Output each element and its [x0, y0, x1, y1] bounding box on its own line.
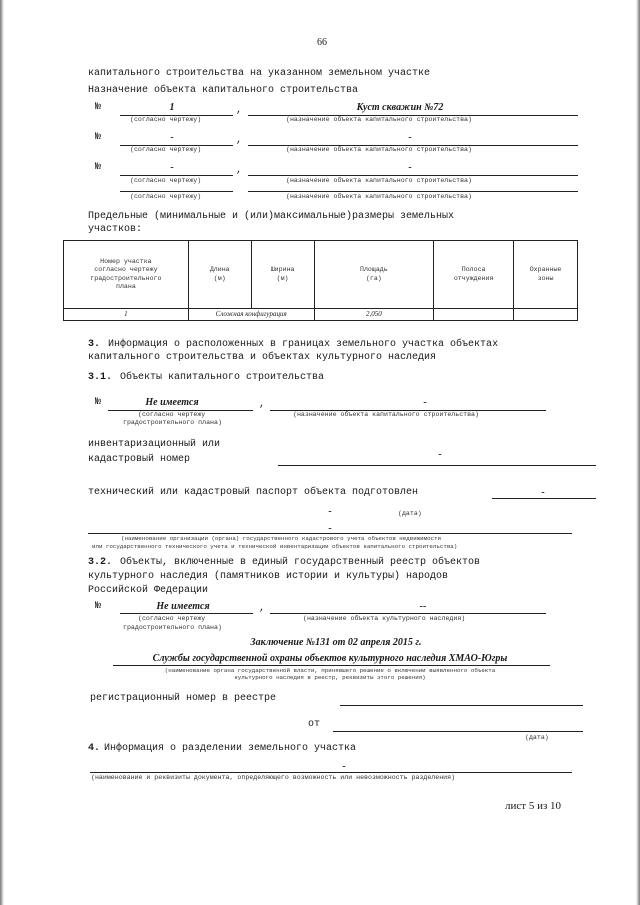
section-heading: капитального строительства и объектах культурного наследия [88, 352, 437, 363]
caption: градостроительного плана) [123, 624, 222, 631]
purpose-number-value: - [170, 132, 174, 143]
object-number-value: Не имеется [145, 397, 199, 408]
section-heading: Объекты, включенные в единый государственный реестр объектов [120, 557, 481, 568]
underline [120, 613, 253, 614]
limits-heading: Предельные (минимальные и (или)максимальные)размеры земельных [88, 211, 455, 222]
number-sign: № [95, 601, 102, 612]
inventory-value: - [438, 449, 442, 460]
underline [120, 175, 233, 176]
section-number: 3.2. [88, 557, 113, 568]
caption: градостроительного плана) [123, 419, 222, 426]
object-name-value: - [423, 397, 427, 408]
comma: , [236, 105, 243, 116]
comma: , [236, 135, 243, 146]
underline [113, 665, 550, 666]
passport-value: - [541, 487, 545, 498]
section-number: 3.1. [88, 372, 113, 383]
date-caption: (дата) [525, 734, 549, 741]
purpose-name-value: - [408, 132, 412, 143]
sheet-counter: лист 5 из 10 [505, 800, 562, 812]
table-cell [434, 309, 514, 321]
caption: (наименование и реквизиты документа, определяющего возможность или невозможность разделения) [91, 774, 456, 781]
caption: (согласно чертежу [138, 615, 206, 622]
purpose-name-value: - [408, 162, 412, 173]
caption: (согласно чертежу) [130, 116, 202, 123]
underline [270, 613, 546, 614]
organization-value: - [328, 523, 332, 534]
registry-label: регистрационный номер в реестре [90, 693, 277, 704]
table-row [64, 309, 578, 321]
header-cell: Площадь (га) [314, 241, 434, 309]
header-cell: Длина (м) [188, 241, 251, 309]
table-cell: 2,050 [314, 309, 434, 321]
comma: , [259, 603, 266, 614]
date-value: - [328, 506, 332, 517]
conclusion-title: Заключение №131 от 02 апреля 2015 г. [250, 637, 422, 648]
caption: (согласно чертежу) [130, 146, 202, 153]
caption: (наименование организации (органа) государственного кадастрового учета объектов недвижимости [121, 535, 442, 542]
number-sign: № [95, 162, 102, 173]
size-table [63, 240, 578, 321]
caption: (назначение объекта культурного наследия) [303, 615, 466, 622]
section-heading: Информация о разделении земельного участка [104, 743, 357, 754]
number-sign: № [95, 132, 102, 143]
heritage-number-value: Не имеется [156, 601, 210, 612]
underline [90, 772, 572, 773]
section-heading: культурного наследия (памятников истории и культуры) народов [88, 571, 449, 582]
caption: (назначение объекта капитального строительства) [286, 193, 472, 200]
caption: (согласно чертежу) [130, 177, 202, 184]
caption: (назначение объекта капитального строительства) [286, 116, 472, 123]
underline [120, 191, 233, 192]
underline [278, 465, 596, 466]
table-cell: 1 [64, 309, 189, 321]
underline [248, 175, 578, 176]
comma: , [236, 165, 243, 176]
section-heading: Российской Федерации [88, 585, 209, 596]
caption: (назначение объекта капитального строительства) [286, 177, 472, 184]
caption: или государственного технического учета и технической инвентаризации объектов капитального строительства) [92, 543, 458, 550]
table-cell: Сложная конфигурация [188, 309, 314, 321]
page-number: 66 [317, 37, 327, 48]
limits-heading: участков: [88, 224, 143, 235]
conclusion-body: Службы государственной охраны объектов культурного наследия ХМАО-Югры [152, 653, 508, 664]
date-caption: (дата) [398, 510, 422, 517]
header-cell: Номер участка согласно чертежу градостроительного плана [64, 241, 189, 309]
number-sign: № [95, 102, 102, 113]
section-number: 4. [88, 743, 101, 754]
number-sign: № [95, 397, 102, 408]
purpose-number-value: - [170, 162, 174, 173]
inventory-label: кадастровый номер [88, 454, 191, 465]
purpose-number-value: 1 [169, 102, 175, 113]
purpose-name-value: Куст скважин №72 [356, 102, 444, 113]
header-cell: Охранные зоны [514, 241, 578, 309]
section-number: 3. [88, 339, 101, 350]
underline [248, 191, 578, 192]
from-label: от [308, 719, 321, 730]
intro-line: капитального строительства на указанном земельном участке [88, 68, 431, 79]
underline [492, 498, 596, 499]
caption: (назначение объекта капитального строительства) [286, 146, 472, 153]
passport-label: технический или кадастровый паспорт объекта подготовлен [88, 487, 419, 498]
section-heading: Информация о расположенных в границах земельного участка объектах [108, 339, 499, 350]
underline [88, 533, 572, 534]
heritage-name-value: -- [419, 601, 427, 612]
division-value: - [342, 761, 346, 772]
comma: , [259, 399, 266, 410]
underline [333, 731, 583, 732]
scan-edge-right [636, 0, 640, 905]
header-cell: Полоса отчуждения [434, 241, 514, 309]
section-heading: Объекты капитального строительства [120, 372, 325, 383]
caption: культурного наследия в реестр, реквизиты этого решения) [234, 674, 426, 681]
caption: (согласно чертежу [138, 411, 206, 418]
header-cell: Ширина (м) [251, 241, 314, 309]
inventory-label: инвентаризационный или [88, 439, 221, 450]
underline [340, 705, 583, 706]
scan-edge-left [0, 0, 4, 905]
caption: (согласно чертежу) [130, 193, 202, 200]
purpose-heading: Назначение объекта капитального строительства [88, 85, 359, 96]
caption: (наименование органа государственной власти, принявшего решение о включении выявленного объекта [164, 667, 496, 674]
table-cell [514, 309, 578, 321]
caption: (назначение объекта капитального строительства) [293, 411, 479, 418]
